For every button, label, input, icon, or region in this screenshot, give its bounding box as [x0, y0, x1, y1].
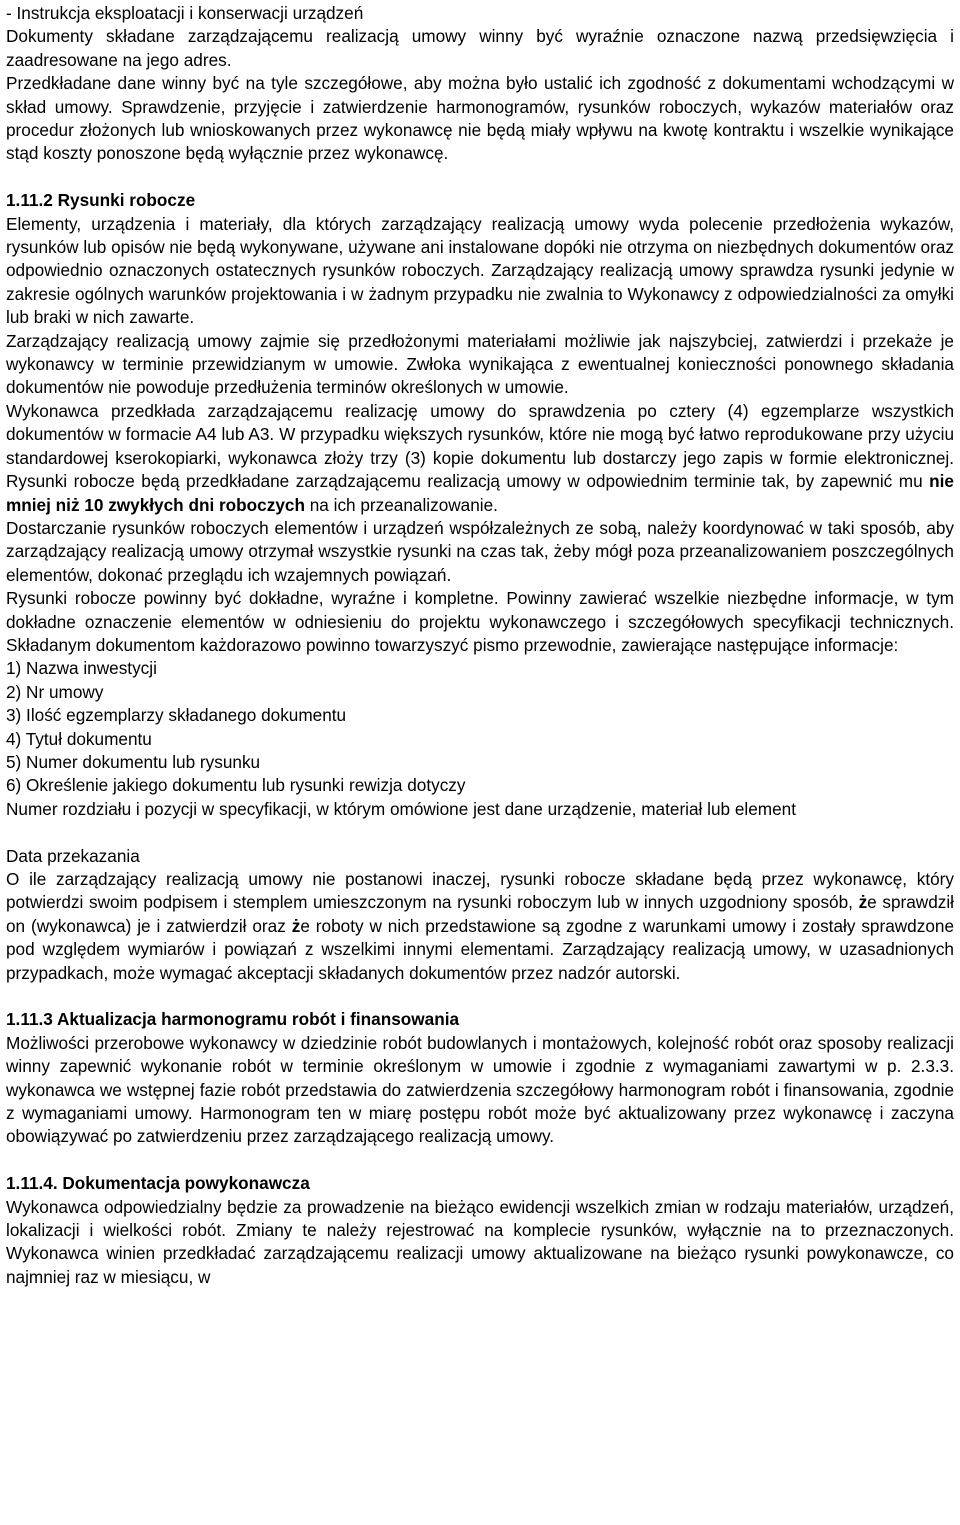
text-run: e roboty w nich przedstawione są zgodne z warunkami umowy i zostały sprawdzone pod względem wymiarów i powiązań z wszelkimi innymi elementami. Zarządzający realizacją umowy, w uzasadnionych przypadkach, może wymagać akceptacji składanych dokumentów przez nadzór autorski. [6, 915, 954, 983]
list-item: 1) Nazwa inwestycji [6, 658, 157, 679]
text-run: na ich przeanalizowanie. [304, 494, 498, 515]
section-heading: 1.11.2 Rysunki robocze [6, 190, 196, 211]
paragraph: Dostarczanie rysunków roboczych elementów i urządzeń współzależnych ze sobą, należy koordynować w taki sposób, aby zarządzający realizacją umowy otrzymał wszystkie rysunki na czas tak, żeby mógł poza przeanalizowaniem poszczególnych elementów, dokonać przeglądu ich wzajemnych powiązań. [6, 517, 954, 585]
paragraph: Numer rozdziału i pozycji w specyfikacji, w którym omówione jest dane urządzenie, materiał lub element [6, 798, 796, 819]
text-run: e sprawdził on (wykonawca) je i zatwierdził oraz [6, 892, 954, 936]
list-item: 2) Nr umowy [6, 681, 104, 702]
bold-text: nie mniej niż 10 zwykłych dni roboczych [6, 471, 954, 515]
paragraph: Zarządzający realizacją umowy zajmie się przedłożonymi materiałami możliwie jak najszybciej, zatwierdzi i przekaże je wykonawcy w terminie przewidzianym w umowie. Zwłoka wynikająca z ewentualnej konieczności ponownego składania dokumentów nie powoduje przedłużenia terminów określonych w umowie. [6, 330, 954, 398]
list-item: 6) Określenie jakiego dokumentu lub rysunki rewizja dotyczy [6, 775, 466, 796]
paragraph: Data przekazania [6, 845, 140, 866]
spacer [6, 821, 954, 844]
bold-text: ż [291, 915, 301, 936]
paragraph [6, 400, 954, 517]
instruction-item: - Instrukcja eksploatacji i konserwacji urządzeń [6, 3, 364, 23]
section-heading: 1.11.3 Aktualizacja harmonogramu robót i finansowania [6, 1009, 460, 1030]
paragraph: Możliwości przerobowe wykonawcy w dziedzinie robót budowlanych i montażowych, kolejność robót oraz sposoby realizacji winny zapewnić wykonanie robót w terminie określonym w umowie i zgodnie z wymaganiami zawartymi w p. 2.3.3. wykonawca we wstępnej fazie robót przedstawia do zatwierdzenia szczegółowy harmonogram robót i finansowania, zgodnie z wymaganiami umowy. Harmonogram ten w miarę postępu robót może być aktualizowany przez wykonawcę i zaczyna obowiązywać po zatwierdzeniu przez zarządzającego realizacją umowy. [6, 1032, 954, 1147]
paragraph: Wykonawca odpowiedzialny będzie za prowadzenie na bieżąco ewidencji wszelkich zmian w rodzaju materiałów, urządzeń, lokalizacji i wielkości robót. Zmiany te należy rejestrować na komplecie rysunków, wyłącznie na to przeznaczonych. Wykonawca winien przedkładać zarządzającemu realizacji umowy aktualizowane na bieżąco rysunki powykonawcze, co najmniej raz w miesiącu, w [6, 1196, 954, 1287]
paragraph: Dokumenty składane zarządzającemu realizacją umowy winny być wyraźnie oznaczone nazwą przedsięwzięcia i zaadresowane na jego adres. [6, 26, 954, 70]
spacer [6, 985, 954, 1008]
list-item: 5) Numer dokumentu lub rysunku [6, 751, 261, 772]
paragraph [6, 868, 954, 985]
bold-text: ż [858, 892, 868, 913]
paragraph: Rysunki robocze powinny być dokładne, wyraźne i kompletne. Powinny zawierać wszelkie niezbędne informacje, w tym dokładne oznaczenie elementów w odniesieniu do projektu wykonawczego i szczegółowych specyfikacji technicznych. Składanym dokumentom każdorazowo powinno towarzyszyć pismo przewodnie, zawierające następujące informacje: [6, 588, 954, 655]
list-item: 4) Tytuł dokumentu [6, 728, 152, 749]
list-item: 3) Ilość egzemplarzy składanego dokumentu [6, 705, 347, 726]
spacer [6, 166, 954, 189]
info-list [6, 657, 954, 797]
spacer [6, 1149, 954, 1172]
paragraph: Przedkładane dane winny być na tyle szczegółowe, aby można było ustalić ich zgodność z dokumentami wchodzącymi w skład umowy. Sprawdzenie, przyjęcie i zatwierdzenie harmonogramów, rysunków roboczych, wykazów materiałów oraz procedur złożonych lub wnioskowanych przez wykonawcę nie będą miały wpływu na kwotę kontraktu i wszelkie wynikające stąd koszty ponoszone będą wyłącznie przez wykonawcę. [6, 73, 954, 164]
text-run: Wykonawca przedkłada zarządzającemu realizację umowy do sprawdzenia po cztery (4) egzemplarze wszystkich dokumentów w formacie A4 lub A3. W przypadku większych rysunków, które nie mogą być łatwo reprodukowane przy użyciu standardowej kserokopiarki, wykonawca złoży trzy (3) kopie dokumentu lub dostarczy jego zapis w formie elektronicznej. Rysunki robocze będą przedkładane zarządzającemu realizacją umowy w odpowiednim terminie tak, by zapewnić mu [6, 400, 954, 492]
paragraph: Elementy, urządzenia i materiały, dla których zarządzający realizacją umowy wyda polecenie przedłożenia wykazów, rysunków lub opisów nie będą wykonywane, używane ani instalowane dopóki nie otrzyma on niezbędnych dokumentów oraz odpowiednio oznaczonych ostatecznych rysunków roboczych. Zarządzający realizacją umowy sprawdza rysunki jedynie w zakresie ogólnych warunków projektowania i w żadnym przypadku nie zwalnia to Wykonawcy z odpowiedzialności za omyłki lub braki w nich zawarte. [6, 213, 954, 328]
section-heading: 1.11.4. Dokumentacja powykonawcza [6, 1173, 310, 1194]
text-run: O ile zarządzający realizacją umowy nie postanowi inaczej, rysunki robocze składane będą przez wykonawcę, który potwierdzi swoim podpisem i stemplem umieszczonym na rysunki roboczym lub w innych uzgodniony sposób, [6, 869, 954, 913]
